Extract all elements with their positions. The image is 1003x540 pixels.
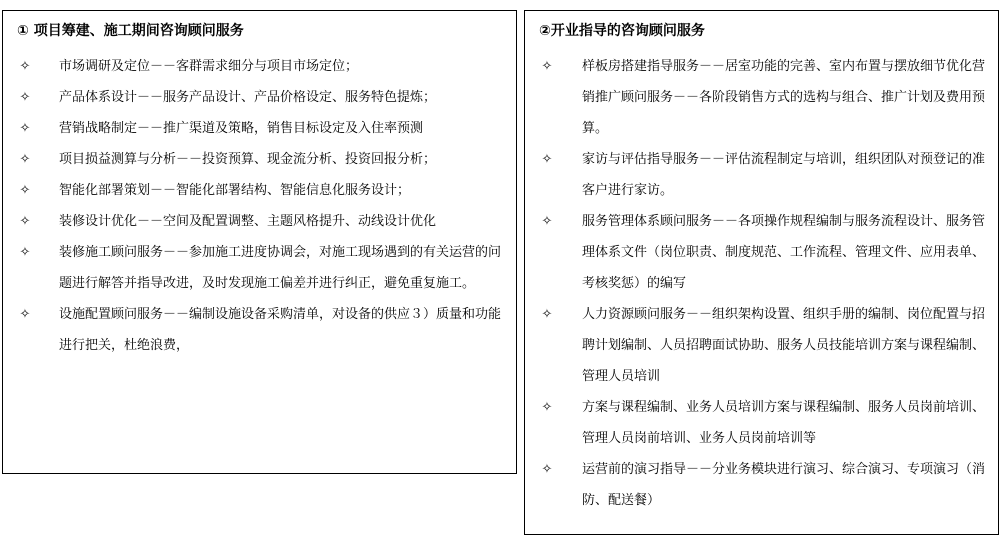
diamond-star-bullet-icon: ✧ <box>19 183 31 198</box>
diamond-star-bullet-icon: ✧ <box>541 307 553 322</box>
list-item-text: 产品体系设计－－服务产品设计、产品价格设定、服务特色提炼； <box>59 90 437 105</box>
diamond-star-bullet-icon: ✧ <box>19 121 31 136</box>
list-item-text: 市场调研及定位－－客群需求细分与项目市场定位； <box>59 59 359 74</box>
list-item-text: 项目损益测算与分析－－投资预算、现金流分析、投资回报分析； <box>59 152 437 167</box>
list-item <box>3 113 516 144</box>
list-item <box>3 175 516 206</box>
diamond-star-bullet-icon: ✧ <box>19 245 31 260</box>
list-item <box>3 299 516 361</box>
left-panel-title: ① 项目筹建、施工期间咨询顾问服务 <box>17 23 244 39</box>
right-panel-list <box>525 51 998 516</box>
left-panel <box>2 10 517 474</box>
list-item <box>525 206 998 299</box>
diamond-star-bullet-icon: ✧ <box>19 214 31 229</box>
list-item <box>525 51 998 144</box>
list-item-text: 装修设计优化－－空间及配置调整、主题风格提升、动线设计优化 <box>59 214 437 229</box>
list-item-text: 人力资源顾问服务－－组织架构设置、组织手册的编制、岗位配置与招聘计划编制、人员招聘面试协助、服务人员技能培训方案与课程编制、管理人员培训 <box>582 307 986 384</box>
diamond-star-bullet-icon: ✧ <box>19 59 31 74</box>
list-item-text: 智能化部署策划－－智能化部署结构、智能信息化服务设计； <box>59 183 411 198</box>
right-panel <box>524 10 999 535</box>
diamond-star-bullet-icon: ✧ <box>541 400 553 415</box>
list-item-text: 设施配置顾问服务－－编制设施设备采购清单，对设备的供应３）质量和功能进行把关，杜绝浪费， <box>59 307 502 353</box>
list-item-text: 方案与课程编制、业务人员培训方案与课程编制、服务人员岗前培训、管理人员岗前培训、业务人员岗前培训等 <box>582 400 986 446</box>
list-item-text: 服务管理体系顾问服务－－各项操作规程编制与服务流程设计、服务管理体系文件（岗位职责、制度规范、工作流程、管理文件、应用表单、考核奖惩）的编写 <box>582 214 986 291</box>
list-item-text: 装修施工顾问服务－－参加施工进度协调会，对施工现场遇到的有关运营的问题进行解答并指导改进，及时发现施工偏差并进行纠正，避免重复施工。 <box>59 245 502 291</box>
list-item <box>525 299 998 392</box>
list-item <box>3 237 516 299</box>
list-item <box>525 392 998 454</box>
list-item-text: 运营前的演习指导－－分业务模块进行演习、综合演习、专项演习（消防、配送餐） <box>582 462 986 508</box>
diamond-star-bullet-icon: ✧ <box>541 214 553 229</box>
list-item-text: 营销战略制定－－推广渠道及策略，销售目标设定及入住率预测 <box>59 121 424 136</box>
list-item <box>525 144 998 206</box>
list-item-text: 样板房搭建指导服务－－居室功能的完善、室内布置与摆放细节优化营销推广顾问服务－－各阶段销售方式的选构与组合、推广计划及费用预算。 <box>582 59 986 136</box>
diamond-star-bullet-icon: ✧ <box>541 59 553 74</box>
list-item <box>525 454 998 516</box>
list-item <box>3 51 516 82</box>
diamond-star-bullet-icon: ✧ <box>19 90 31 105</box>
list-item <box>3 206 516 237</box>
list-item <box>3 82 516 113</box>
diamond-star-bullet-icon: ✧ <box>19 152 31 167</box>
right-panel-title: ②开业指导的咨询顾问服务 <box>539 23 705 39</box>
list-item <box>3 144 516 175</box>
diamond-star-bullet-icon: ✧ <box>541 152 553 167</box>
diamond-star-bullet-icon: ✧ <box>541 462 553 477</box>
left-panel-list <box>3 51 516 361</box>
list-item-text: 家访与评估指导服务－－评估流程制定与培训，组织团队对预登记的准客户进行家访。 <box>582 152 986 198</box>
diamond-star-bullet-icon: ✧ <box>19 307 31 322</box>
